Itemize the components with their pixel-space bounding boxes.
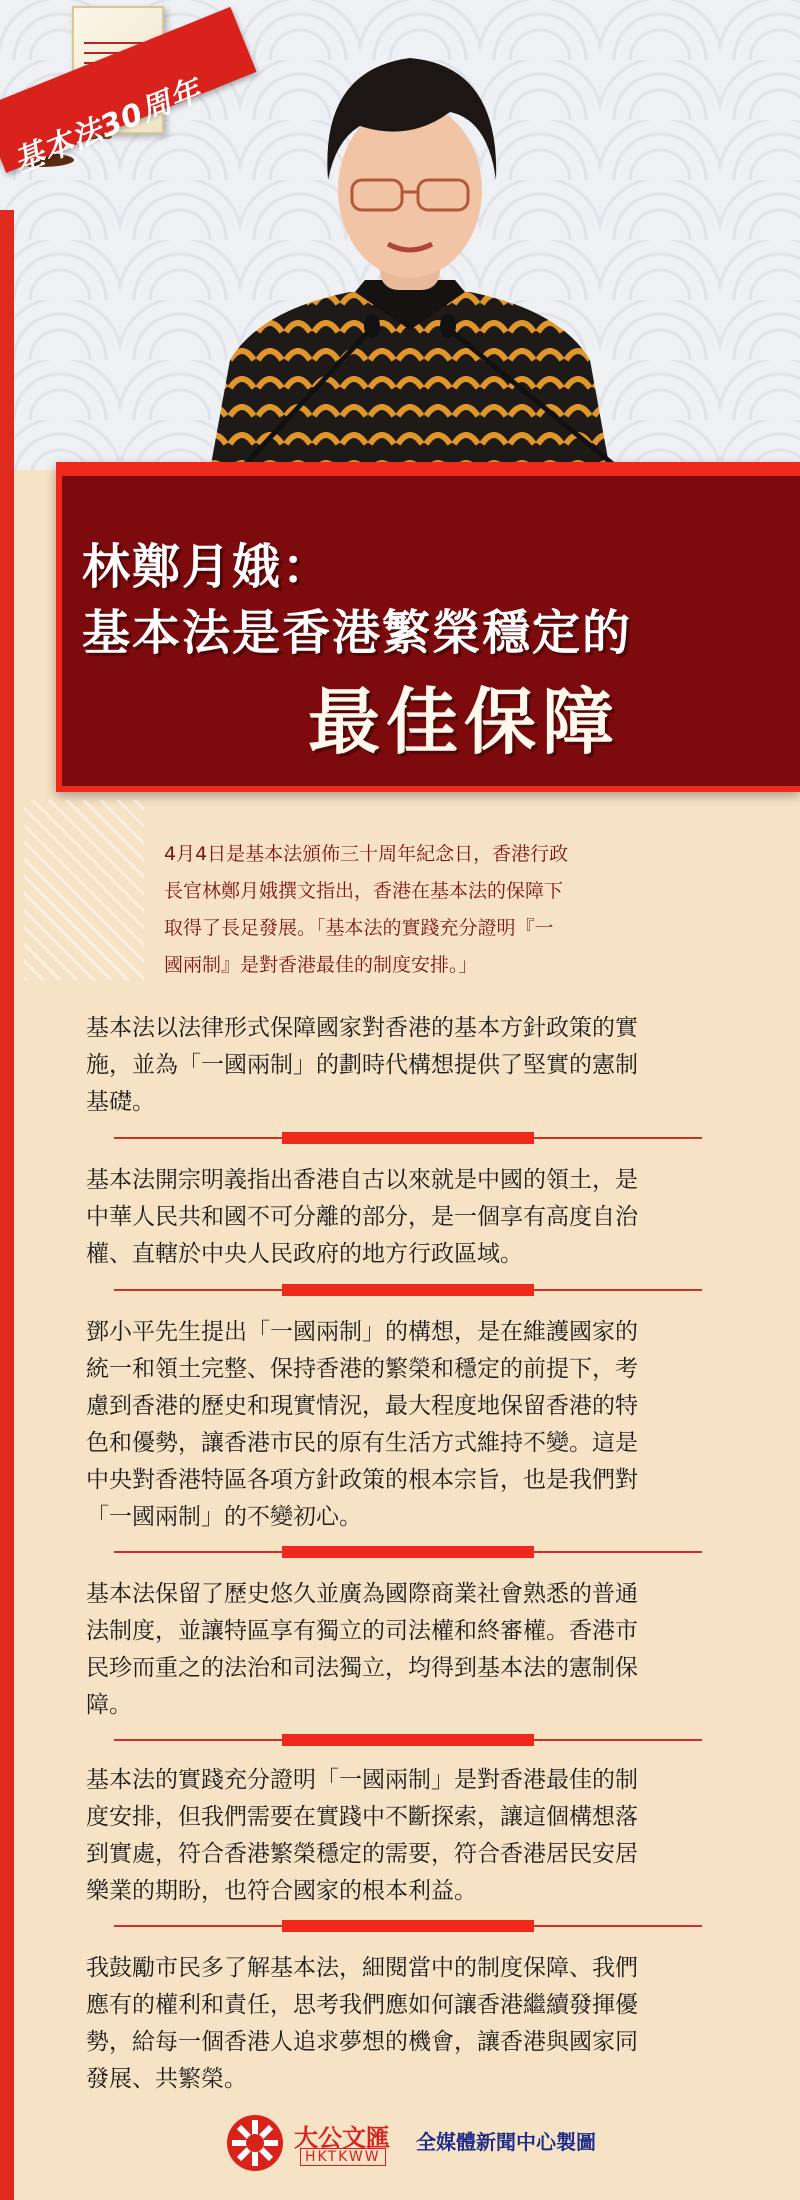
paragraph-6 xyxy=(86,1950,736,2098)
paragraph-line: 基本法的實踐充分證明「一國兩制」是對香港最佳的制 xyxy=(86,1767,638,1793)
anniversary-badge-label: 基本法30周年 xyxy=(8,72,207,180)
paragraph-line: 基本法保留了歷史悠久並廣為國際商業社會熟悉的普通 xyxy=(86,1581,638,1607)
intro-line: 國兩制』是對香港最佳的制度安排。」 xyxy=(164,954,478,976)
headline-box xyxy=(56,462,800,792)
decorative-stripes xyxy=(24,800,144,980)
paragraph-line: 中華人民共和國不可分離的部分，是一個享有高度自治 xyxy=(86,1204,638,1230)
paragraph-line: 施，並為「一國兩制」的劃時代構想提供了堅實的憲制 xyxy=(86,1052,638,1078)
paragraph-line: 色和優勢，讓香港市民的原有生活方式維持不變。這是 xyxy=(86,1430,638,1456)
intro-line: 4月4日是基本法頒佈三十周年紀念日，香港行政 xyxy=(164,843,569,865)
paragraph-line: 基礎。 xyxy=(86,1089,155,1115)
section-divider xyxy=(114,1284,702,1296)
paragraph-line: 勢，給每一個香港人追求夢想的機會，讓香港與國家同 xyxy=(86,2029,638,2055)
paragraph-line: 障。 xyxy=(86,1692,132,1718)
paragraph-5 xyxy=(86,1762,736,1910)
intro-summary xyxy=(164,836,684,984)
publisher-logo-cn: 大公文匯 xyxy=(294,2123,390,2152)
footer-credits xyxy=(0,2110,800,2180)
paragraph-line: 法制度，並讓特區享有獨立的司法權和終審權。香港市 xyxy=(86,1618,638,1644)
publisher-logo-en: HKTKWW xyxy=(300,2148,386,2166)
hero-photo-area xyxy=(0,0,800,470)
section-divider xyxy=(114,1734,702,1746)
paragraph-line: 到實處，符合香港繁榮穩定的需要，符合香港居民安居 xyxy=(86,1841,638,1867)
paragraph-line: 我鼓勵市民多了解基本法，細閱當中的制度保障、我們 xyxy=(86,1955,638,1981)
paragraph-line: 「一國兩制」的不變初心。 xyxy=(86,1504,362,1530)
paragraph-line: 樂業的期盼，也符合國家的根本利益。 xyxy=(86,1878,477,1904)
paragraph-2 xyxy=(86,1162,736,1273)
paragraph-line: 基本法以法律形式保障國家對香港的基本方針政策的實 xyxy=(86,1015,638,1041)
paragraph-line: 基本法開宗明義指出香港自古以來就是中國的領土，是 xyxy=(86,1167,638,1193)
section-divider xyxy=(114,1132,702,1144)
speaker-portrait xyxy=(200,30,620,470)
paragraph-4 xyxy=(86,1576,736,1724)
paragraph-line: 鄧小平先生提出「一國兩制」的構想，是在維護國家的 xyxy=(86,1319,638,1345)
graphic-credit: 全媒體新聞中心製圖 xyxy=(416,2130,596,2154)
paragraph-line: 慮到香港的歷史和現實情況，最大程度地保留香港的特 xyxy=(86,1393,638,1419)
section-divider xyxy=(114,1546,702,1558)
paragraph-line: 應有的權利和責任，思考我們應如何讓香港繼續發揮優 xyxy=(86,1992,638,2018)
paragraph-3 xyxy=(86,1314,736,1536)
hktkww-logo-icon xyxy=(226,2114,284,2172)
intro-line: 長官林鄭月娥撰文指出，香港在基本法的保障下 xyxy=(164,880,564,902)
headline-speaker: 林鄭月娥： xyxy=(82,539,333,595)
paragraph-line: 民珍而重之的法治和司法獨立，均得到基本法的憲制保 xyxy=(86,1655,638,1681)
paragraph-line: 中央對香港特區各項方針政策的根本宗旨，也是我們對 xyxy=(86,1467,638,1493)
paragraph-1 xyxy=(86,1010,736,1121)
paragraph-line: 度安排，但我們需要在實踐中不斷探索，讓這個構想落 xyxy=(86,1804,638,1830)
paragraph-line: 權、直轄於中央人民政府的地方行政區域。 xyxy=(86,1241,523,1267)
paragraph-line: 發展、共繁榮。 xyxy=(86,2066,247,2092)
paragraph-line: 統一和領土完整、保持香港的繁榮和穩定的前提下，考 xyxy=(86,1356,638,1382)
section-divider xyxy=(114,1920,702,1932)
left-accent-strip xyxy=(0,210,14,2200)
intro-line: 取得了長足發展。「基本法的實踐充分證明『一 xyxy=(164,917,554,939)
headline-line-3: 最佳保障 xyxy=(308,680,621,764)
headline-line-2: 基本法是香港繁榮穩定的 xyxy=(82,605,633,661)
